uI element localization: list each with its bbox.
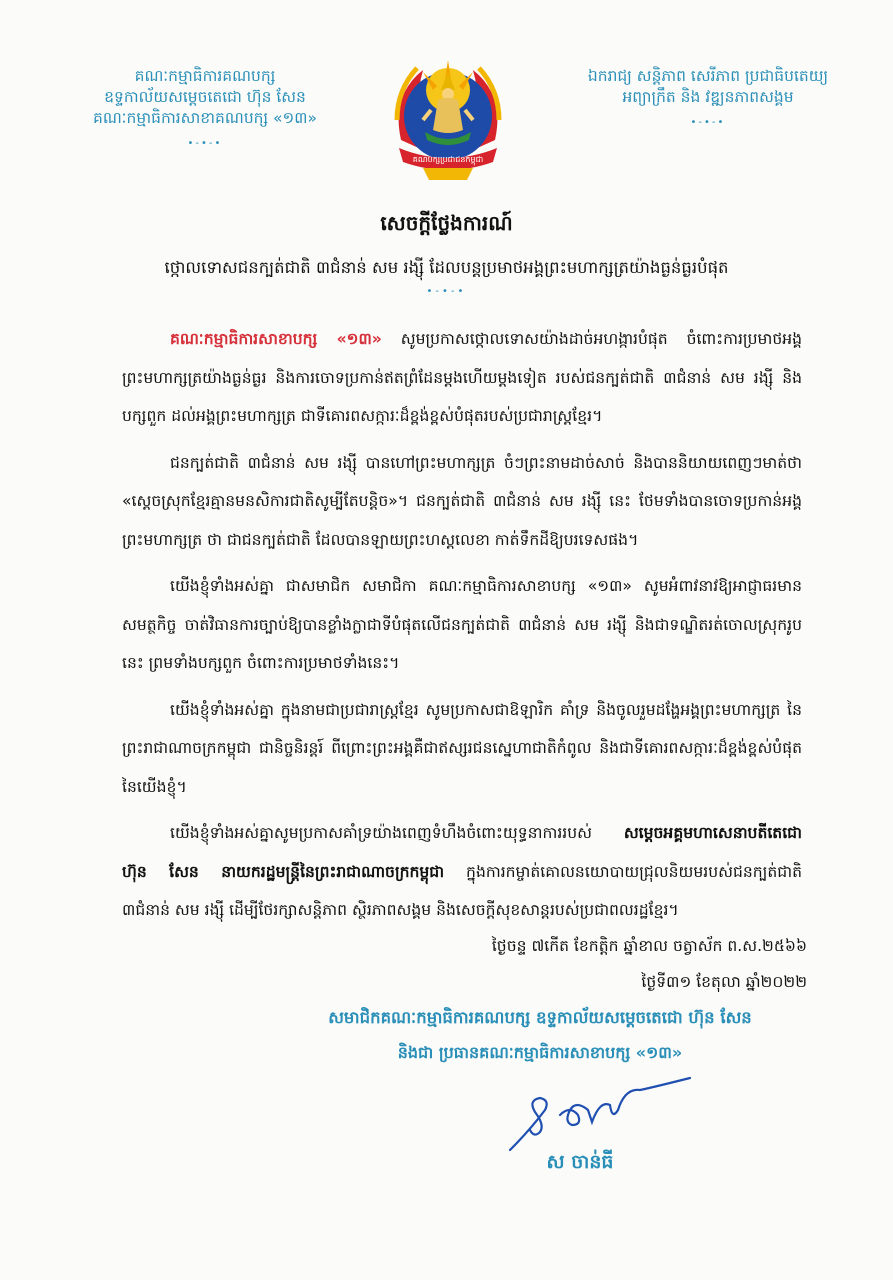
lunar-date: ថ្ងៃចន្ទ ៧កើត ខែកត្តិក ឆ្នាំខាល ចត្វាស័ក ព.ស.២៥៦៦: [491, 937, 807, 955]
header-right-line-1: ឯករាជ្យ សន្តិភាព សេរីភាព ប្រជាធិបតេយ្យ: [587, 67, 829, 85]
logo-ribbon-text: គណបក្សប្រជាជនកម្ពុជា: [412, 155, 484, 164]
paragraph-1-text: សូមប្រកាសថ្កោលទោសយ៉ាងដាច់អហង្ការបំផុត ចំពោះការប្រមាថអង្គព្រះមហាក្សត្រយ៉ាងធ្ងន់ធ្ងរ និងការចោទប្រកាន់ឥតព្រំដែនម្ដងហើយម្ដងទៀត របស់ជនក្បត់ជាតិ ៣ជំនាន់ សម រង្ស៊ី និងបក្សពួក ដល់អង្គព្រះមហាក្សត្រ ជាទីគោរពសក្ការៈដ៏ខ្ពង់ខ្ពស់បំផុតរបស់ប្រជារាស្ត្រខ្មែរ។: [122, 330, 803, 425]
prime-minister-title: សម្ដេចអគ្គមហាសេនាបតីតេជោ ហ៊ុន សែន នាយករដ្ឋមន្ត្រីនៃព្រះរាជាណាចក្រកម្ពុជា: [122, 824, 802, 881]
signer-name: ស ចាន់ធី: [546, 1151, 614, 1173]
paragraph-4: យើងខ្ញុំទាំងអស់គ្នា ក្នុងនាមជាប្រជារាស្ត្រខ្មែរ សូមប្រកាសជាឱឡារិក គាំទ្រ និងចូលរួមដង្ហែអង្គព្រះមហាក្សត្រ នៃព្រះរាជាណាចក្រកម្ពុជា ជានិច្ចនិរន្តរ៍ ពីព្រោះព្រះអង្គគឺជាឥស្សរជនស្នេហាជាតិកំពូល និងជាទីគោរពសក្ការៈដ៏ខ្ពង់ខ្ពស់បំផុតនៃយើងខ្ញុំ។: [122, 700, 802, 796]
statement-body: [122, 320, 802, 938]
handwritten-signature: [500, 1070, 700, 1160]
subtitle-ornament: •-•-•: [426, 286, 467, 297]
document-title: សេចក្តីថ្លែងការណ៍: [380, 211, 513, 235]
solar-date: ថ្ងៃទី៣១ ខែតុលា ឆ្នាំ២០២២: [641, 973, 807, 991]
committee-name-highlight: គណៈកម្មាធិការសាខាបក្ស «១៣»: [170, 330, 382, 348]
paragraph-5: [122, 814, 802, 930]
header-left-line-1: គណៈកម្មាធិការគណបក្ស: [134, 67, 276, 85]
ornament-dots: •-•-•: [187, 138, 223, 149]
paragraph-3: យើងខ្ញុំទាំងអស់គ្នា ជាសមាជិក សមាជិកា គណៈកម្មាធិការសាខាបក្ស «១៣» សូមអំពាវនាវឱ្យអាជ្ញាធរមានសមត្ថកិច្ច ចាត់វិធានការច្បាប់ឱ្យបានខ្លាំងក្លាជាទីបំផុតលើជនក្បត់ជាតិ ៣ជំនាន់ សម រង្ស៊ី និងជាទណ្ឌិតរត់ចោលស្រុករូបនេះ ព្រមទាំងបក្សពួក ចំពោះការប្រមាថទាំងនេះ។: [122, 577, 802, 672]
paragraph-5-text-after: ក្នុងការកម្ចាត់គោលនយោបាយជ្រុលនិយមរបស់ជនក្បត់ជាតិ ៣ជំនាន់ សម រង្ស៊ី ដើម្បីថែរក្សាសន្តិភាព ស្ថិរភាពសង្គម និងសេចក្តីសុខសាន្តរបស់ប្រជាពលរដ្ឋខ្មែរ។: [122, 862, 802, 919]
signer-title-line-1: សមាជិកគណៈកម្មាធិការគណបក្ស ឧទ្ទកាល័យសម្ដេចតេជោ ហ៊ុន សែន: [328, 1008, 752, 1027]
paragraph-5-text-before: យើងខ្ញុំទាំងអស់គ្នាសូមប្រកាសគាំទ្រយ៉ាងពេញទំហឹងចំពោះយុទ្ធនាការរបស់: [170, 824, 624, 842]
header-right-line-2: អព្យាក្រឹត និង វឌ្ឍនភាពសង្គម: [622, 88, 794, 106]
header-left-line-3: គណៈកម្មាធិការសាខាគណបក្ស «១៣»: [93, 109, 317, 127]
paragraph-2: ជនក្បត់ជាតិ ៣ជំនាន់ សម រង្ស៊ី បានហៅព្រះមហាក្សត្រ ចំៗព្រះនាមដាច់សាច់ និងបាននិយាយពេញៗមាត់ថា «ស្តេចស្រុកខ្មែរគ្មានមនសិការជាតិសូម្បីតែបន្តិច»។ ជនក្បត់ជាតិ ៣ជំនាន់ សម រង្ស៊ី នេះ ថែមទាំងបានចោទប្រកាន់អង្គព្រះមហាក្សត្រ ថា ជាជនក្បត់ជាតិ ដែលបានឡាយព្រះហស្តលេខា កាត់ទឹកដីឱ្យបរទេសផង។: [122, 453, 802, 549]
party-logo: [383, 50, 513, 185]
ornament-dots-right: •-•-•: [690, 117, 726, 128]
document-subtitle: ថ្កោលទោសជនក្បត់ជាតិ ៣ជំនាន់ សម រង្ស៊ី ដែលបន្តប្រមាថអង្គព្រះមហាក្សត្រយ៉ាងធ្ងន់ធ្ងរបំផុត: [164, 258, 729, 277]
national-motto-header: [548, 66, 868, 133]
party-header-left: [55, 66, 355, 154]
header-left-line-2: ឧទ្ទកាល័យសម្ដេចតេជោ ហ៊ុន សែន: [104, 88, 306, 106]
signer-title-line-2: និងជា ប្រធានគណៈកម្មាធិការសាខាបក្ស «១៣»: [397, 1043, 683, 1062]
paragraph-1: [122, 320, 802, 436]
